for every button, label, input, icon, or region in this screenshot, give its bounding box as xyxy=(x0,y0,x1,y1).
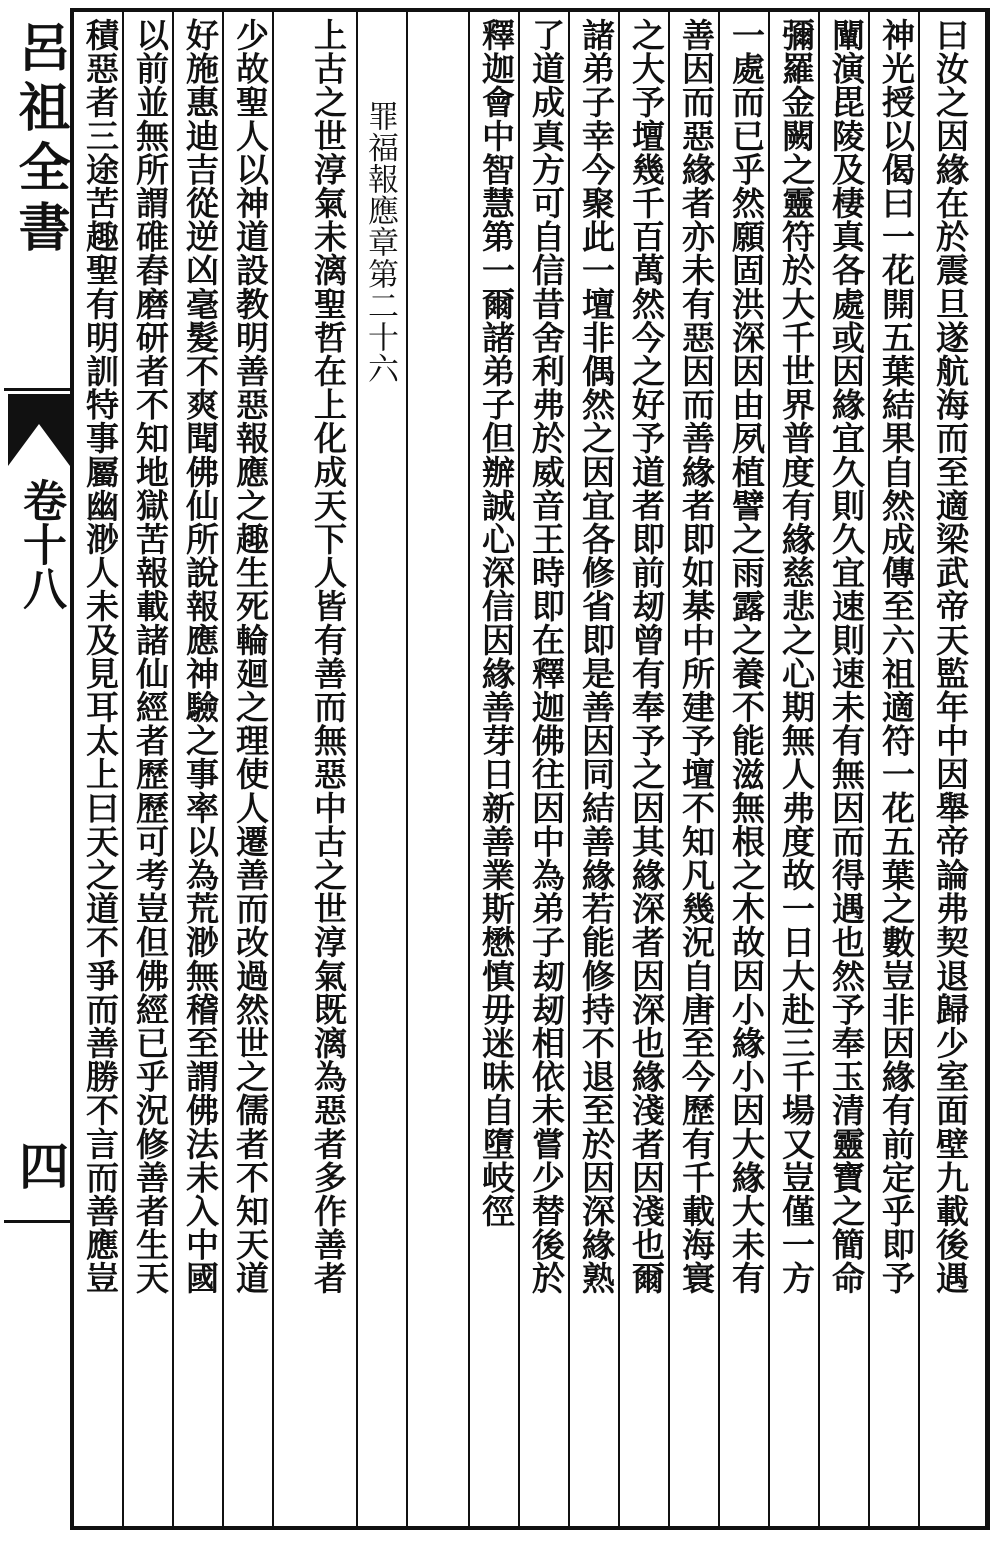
text-column: 釋迦會中智慧第一爾諸弟子但辦誠心深信因緣善芽日新善業斯懋慎毋迷昧自墮岐徑 xyxy=(477,18,516,1228)
text-column: 以前並無所謂碓舂磨研者不知地獄苦報載諸仙經者歷歷可考豈但佛經已乎況修善者生天 xyxy=(131,18,170,1295)
column-rule xyxy=(768,12,770,1526)
column-rule xyxy=(518,12,520,1526)
column-rule xyxy=(918,12,920,1526)
text-column: 一處而已乎然願固洪深因由夙植譬之雨露之養不能滋無根之木故因小緣小因大緣大未有 xyxy=(727,18,766,1295)
column-rule xyxy=(818,12,820,1526)
chapter-title: 罪福報應章第二十六 xyxy=(362,100,398,385)
page-number: 四 xyxy=(11,1140,70,1190)
outer-frame-top xyxy=(70,8,990,12)
column-rule xyxy=(406,12,408,1526)
column-rule xyxy=(568,12,570,1526)
margin-rule-lower xyxy=(4,1220,70,1223)
column-rule xyxy=(468,12,470,1526)
column-rule xyxy=(356,12,358,1526)
column-rule xyxy=(222,12,224,1526)
text-column: 彌羅金闕之靈符於大千世界普度有緣慈悲之心期無人弗度故一日大赴三千場又豈僅一方 xyxy=(777,18,816,1295)
margin-divider xyxy=(70,8,74,1530)
text-column: 之大予壇幾千百萬然今之好予道者即前刼曾有奉予之因其緣深者因深也緣淺者因淺也爾 xyxy=(627,18,666,1295)
volume-label: 卷十八 xyxy=(15,478,66,610)
column-rule xyxy=(668,12,670,1526)
text-column: 諸弟子幸今聚此一壇非偶然之因宜各修省即是善因同結善緣若能修持不退至於因深緣熟 xyxy=(577,18,616,1295)
text-column: 積惡者三途苦趣聖有明訓特事屬幽渺人未及見耳太上曰天之道不爭而善勝不言而善應豈 xyxy=(81,18,120,1295)
column-rule xyxy=(868,12,870,1526)
text-column: 了道成真方可自信昔舍利弗於威音王時即在釋迦佛往因中為弟子刼刼相依未嘗少替後於 xyxy=(527,18,566,1295)
text-column: 少故聖人以神道設教明善惡報應之趣生死輪廻之理使人遷善而改過然世之儒者不知天道 xyxy=(231,18,270,1295)
column-rule xyxy=(272,12,274,1526)
text-column: 上古之世淳氣未漓聖哲在上化成天下人皆有善而無惡中古之世淳氣既漓為惡者多作善者 xyxy=(309,18,348,1295)
text-column: 好施惠迪吉從逆凶毫髮不爽聞佛仙所說報應神驗之事率以為荒渺無稽至謂佛法未入中國 xyxy=(181,18,220,1295)
column-rule xyxy=(718,12,720,1526)
margin-rule-upper xyxy=(4,388,70,391)
text-column: 闡演毘陵及棲真各處或因緣宜久則久宜速則速未有無因而得遇也然予奉玉清靈寶之簡命 xyxy=(827,18,866,1295)
text-column: 神光授以偈曰一花開五葉結果自然成傳至六祖適符一花五葉之數豈非因緣有前定乎即予 xyxy=(877,18,916,1295)
fishtail-ornament-icon xyxy=(8,394,70,466)
column-rule xyxy=(122,12,124,1526)
outer-frame-right xyxy=(985,8,990,1530)
column-rule xyxy=(618,12,620,1526)
column-rule xyxy=(172,12,174,1526)
book-title: 呂祖全書 xyxy=(9,20,70,260)
text-column: 善因而惡緣者亦未有惡因而善緣者即如棊中所建予壇不知凡幾況自唐至今歷有千載海寰 xyxy=(677,18,716,1295)
text-column: 曰汝之因緣在於震旦遂航海而至適梁武帝天監年中因舉帝論弗契退歸少室面壁九載後遇 xyxy=(931,18,970,1295)
